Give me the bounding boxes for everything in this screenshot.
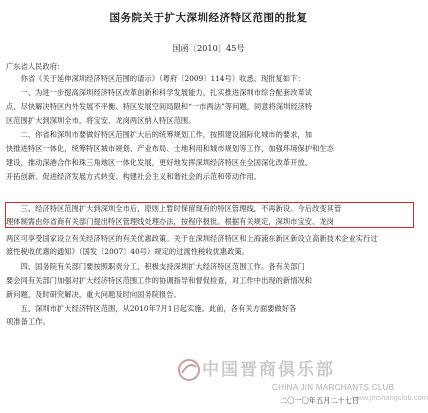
body-line: 渡性税收优惠的通知》（国发〔2007〕40号）规定的过渡性税收优惠政策。 [6, 247, 250, 256]
body-line: 区范围扩大到深圳全市，将宝安、龙岗两区纳入特区范围。 [6, 116, 196, 125]
document-date: 二〇一〇年五月二十七日 [280, 396, 360, 405]
body-line: 建设，推动深港合作和珠三角地区一体化发展，更好地发挥深圳经济特区在全国深化改革开放、 [6, 158, 313, 167]
body-line: 五、深圳市扩大经济特区范围，从2010年7月1日起实施。此前，各有关方面要做好各 [6, 304, 297, 313]
body-line: 项准备工作。 [6, 317, 50, 326]
watermark-english: CHINA JIN MARCHANTS CLUB [272, 383, 395, 392]
body-line: 三、经济特区范围扩大到深圳全市后，原则上暂时保留现有的特区管理线，不再新设。今后改变其管 [6, 204, 342, 213]
body-line: 要会同有关部门加强对扩大经济特区范围工作的协调指导和督促检查，对工作中出现的新情况和 [6, 276, 313, 285]
document-title: 国务院关于扩大深圳经济特区范围的批复 [109, 12, 308, 24]
body-line: 你省《关于延伸深圳经济特区范围的请示》（粤府〔2009〕114号）收悉。现批复如下： [6, 74, 305, 83]
body-line: 两区可享受国家设立有关经济特区的有关优惠政策。关于在深圳经济特区和上海浦东新区新设立高新技术企业实行过 [6, 234, 378, 243]
watermark-chinese: 中国晋商俱乐部 [202, 360, 335, 380]
body-line: 新问题，及时研究解决，重大问题及时向国务院报告。 [6, 290, 181, 299]
highlight-box [5, 202, 414, 228]
watermark-url: www.jinshangclub.com [352, 393, 428, 402]
body-line: 快推进特区一体化，统筹特区城市规划、产业布局、土地利用和城市规划等工作，加强环境保护和生态 [6, 144, 334, 153]
document-number: 国函〔2010〕45号 [172, 43, 245, 53]
body-line: 开拓创新、促进经济发展方式转变、构建社会主义和谐社会的示范和带动作用。 [6, 172, 262, 181]
club-logo-icon [176, 357, 202, 383]
body-line: 二、你省和深圳市要做好特区范围扩大后的统筹规划工作，按照建设国际化城市的要求，加 [6, 130, 313, 139]
body-line: 四、国务院有关部门要按照职责分工，积极支持深圳扩大经济特区范围工作。各有关部门 [6, 262, 305, 271]
body-line: 一、为进一步提高深圳经济特区改革创新和科学发展能力，扎实推进深圳市综合配套改革试 [6, 88, 313, 97]
body-line: 点，尽快解决特区内外发展不平衡、特区发展空间局限和“一市两法”等问题，同意将深圳经济特 [6, 102, 313, 111]
salutation: 广东省人民政府： [6, 62, 65, 71]
body-line: 理体制需由你省商有关部门提出特区管理线处理办法，按程序报批。根据有关规定，深圳市宝安、龙岗 [6, 217, 334, 226]
